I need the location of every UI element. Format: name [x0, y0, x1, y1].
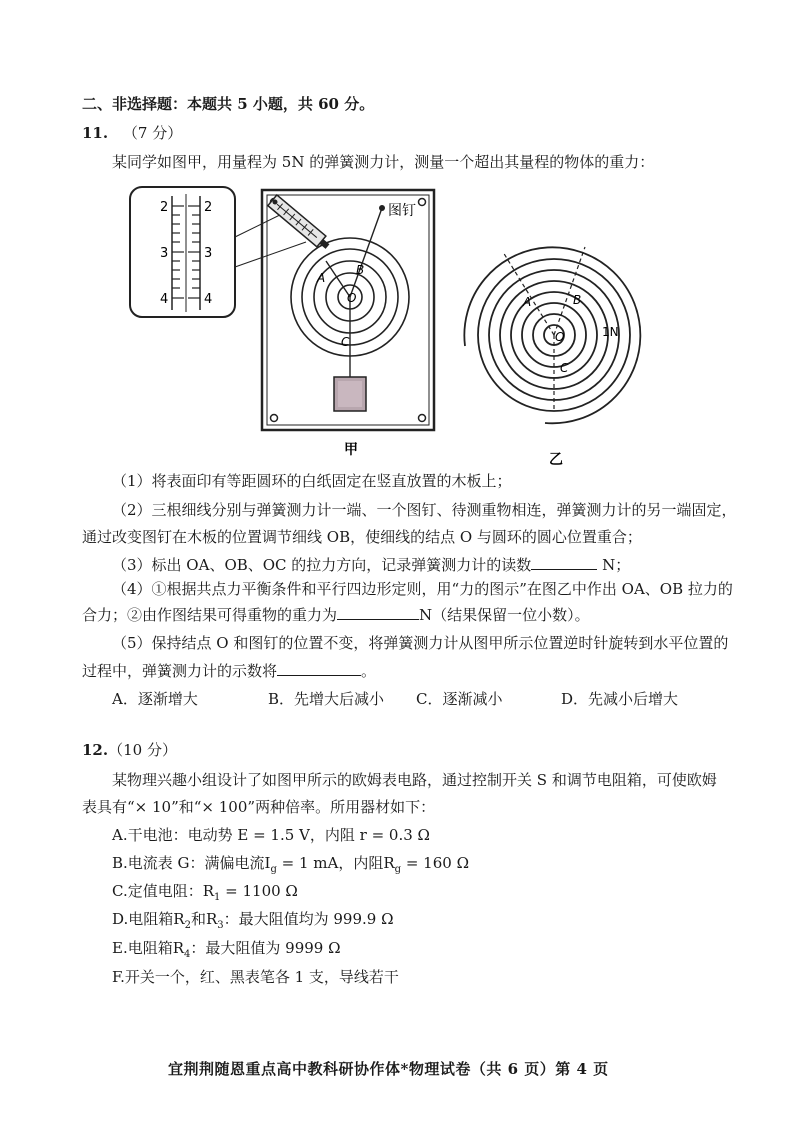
q12-item-c — [112, 880, 298, 909]
q12-item-a: A.干电池：电动势 E = 1.5 V，内阻 r = 0.3 Ω — [112, 826, 430, 844]
page-footer: 宜荆荆随恩重点高中教科研协作体*物理试卷（共 6 页）第 4 页 — [168, 1060, 609, 1078]
q12-item-c-text: C.定值电阻：R — [112, 882, 215, 900]
question-12-header — [82, 739, 177, 761]
q12-item-d-end: ：最大阻值均为 999.9 Ω — [223, 910, 394, 928]
q12-item-b — [112, 852, 469, 881]
answer-blank-gravity[interactable] — [337, 603, 419, 620]
figure-caption-yi: 乙 — [549, 452, 563, 468]
question-number: 12. — [82, 741, 109, 759]
subscript-2: 2 — [184, 920, 191, 931]
subscript-4: 4 — [184, 949, 191, 960]
q11-step-5b — [82, 659, 376, 682]
subscript-g: g — [270, 864, 277, 875]
point-b-label-yi: B — [573, 293, 582, 307]
scale-mark-right-3: 3 — [204, 246, 213, 261]
figure-yi — [455, 232, 670, 472]
q12-item-f: F.开关一个，红、黑表笔各 1 支，导线若干 — [112, 968, 399, 986]
q12-item-b-mid: = 1 mA，内阻R — [276, 854, 395, 872]
question-points: （10 分） — [108, 741, 177, 759]
point-c-label: C — [341, 335, 350, 349]
q11-step-3 — [112, 553, 630, 576]
q12-item-d-mid: 和R — [190, 910, 218, 928]
section-title: 二、非选择题：本题共 5 小题，共 60 分。 — [82, 95, 375, 113]
point-a-label: A — [317, 271, 326, 285]
q11-step-4a: （4）①根据共点力平衡条件和平行四边形定则，用“力的图示”在图乙中作出 OA、OB 拉力的 — [112, 580, 733, 598]
point-b-label: B — [356, 263, 365, 277]
option-c[interactable]: C．逐渐减小 — [416, 690, 503, 708]
q11-step-2a: （2）三根细线分别与弹簧测力计一端、一个图钉、待测重物相连，弹簧测力计的另一端固定， — [112, 501, 737, 519]
q11-step-4b-text: 合力；②由作图结果可得重物的重力为 — [82, 606, 338, 624]
q12-item-d — [112, 908, 394, 937]
question-points: （7 分） — [122, 124, 183, 142]
q11-step-5a: （5）保持结点 O 和图钉的位置不变，将弹簧测力计从图甲所示位置逆时针旋转到水平位置的 — [112, 634, 729, 652]
question-number: 11. — [82, 124, 109, 142]
option-b[interactable]: B．先增大后减小 — [268, 690, 385, 708]
scale-mark-left-2: 2 — [160, 200, 169, 215]
question-11-intro: 某同学如图甲，用量程为 5N 的弹簧测力计，测量一个超出其量程的物体的重力： — [112, 153, 655, 171]
q12-item-d-text: D.电阻箱R — [112, 910, 185, 928]
string-ob — [350, 208, 382, 297]
answer-blank-reading[interactable] — [531, 553, 597, 570]
q11-step-3-text: （3）标出 OA、OB、OC 的拉力方向，记录弹簧测力计的读数 — [112, 556, 532, 574]
q11-step-4b — [82, 603, 590, 626]
q11-step-1: （1）将表面印有等距圆环的白纸固定在竖直放置的木板上； — [112, 472, 512, 490]
scale-mark-left-4: 4 — [160, 292, 169, 307]
option-d[interactable]: D．先减小后增大 — [561, 690, 679, 708]
q12-item-b-end: = 160 Ω — [401, 854, 470, 872]
q11-step-2b: 通过改变图钉在木板的位置调节细线 OB，使细线的结点 O 与圆环的圆心位置重合； — [82, 528, 642, 546]
figure-jia — [128, 182, 448, 457]
pushpin-label: 图钉 — [388, 203, 416, 219]
spring-scale — [268, 195, 332, 252]
point-o-label-yi: O — [555, 330, 565, 344]
option-a[interactable]: A．逐渐增大 — [112, 690, 198, 708]
q11-step-5b-text: 过程中，弹簧测力计的示数将 — [82, 662, 278, 680]
subscript-g-2: g — [394, 864, 402, 875]
answer-blank-trend[interactable] — [277, 659, 361, 676]
scale-mark-right-2: 2 — [204, 200, 213, 215]
point-a-label-yi: A — [523, 295, 532, 309]
scale-mark-left-3: 3 — [160, 246, 169, 261]
q12-item-e-text: E.电阻箱R — [112, 939, 185, 957]
subscript-3: 3 — [217, 920, 224, 931]
q11-step-5b-end: 。 — [361, 662, 377, 680]
figure-caption-jia: 甲 — [344, 442, 358, 457]
q12-intro-1: 某物理兴趣小组设计了如图甲所示的欧姆表电路，通过控制开关 S 和调节电阻箱，可使欧姆 — [112, 771, 717, 789]
point-o-label: O — [347, 291, 357, 305]
q12-item-e-end: ：最大阻值为 9999 Ω — [190, 939, 341, 957]
q12-item-e — [112, 937, 341, 966]
question-11-header — [82, 122, 182, 144]
subscript-1: 1 — [214, 892, 221, 903]
pushpin — [379, 205, 385, 211]
q11-step-3-unit: N； — [602, 556, 631, 574]
q11-step-4b-unit: N（结果保留一位小数）。 — [419, 606, 590, 624]
point-c-label-yi: C — [560, 361, 569, 375]
scale-mark-right-4: 4 — [204, 292, 213, 307]
force-scale-label: 1N — [602, 325, 619, 339]
q12-item-c-end: = 1100 Ω — [220, 882, 298, 900]
q12-item-b-text: B.电流表 G：满偏电流I — [112, 854, 271, 872]
q12-intro-2: 表具有“× 10”和“× 100”两种倍率。所用器材如下： — [82, 798, 436, 816]
